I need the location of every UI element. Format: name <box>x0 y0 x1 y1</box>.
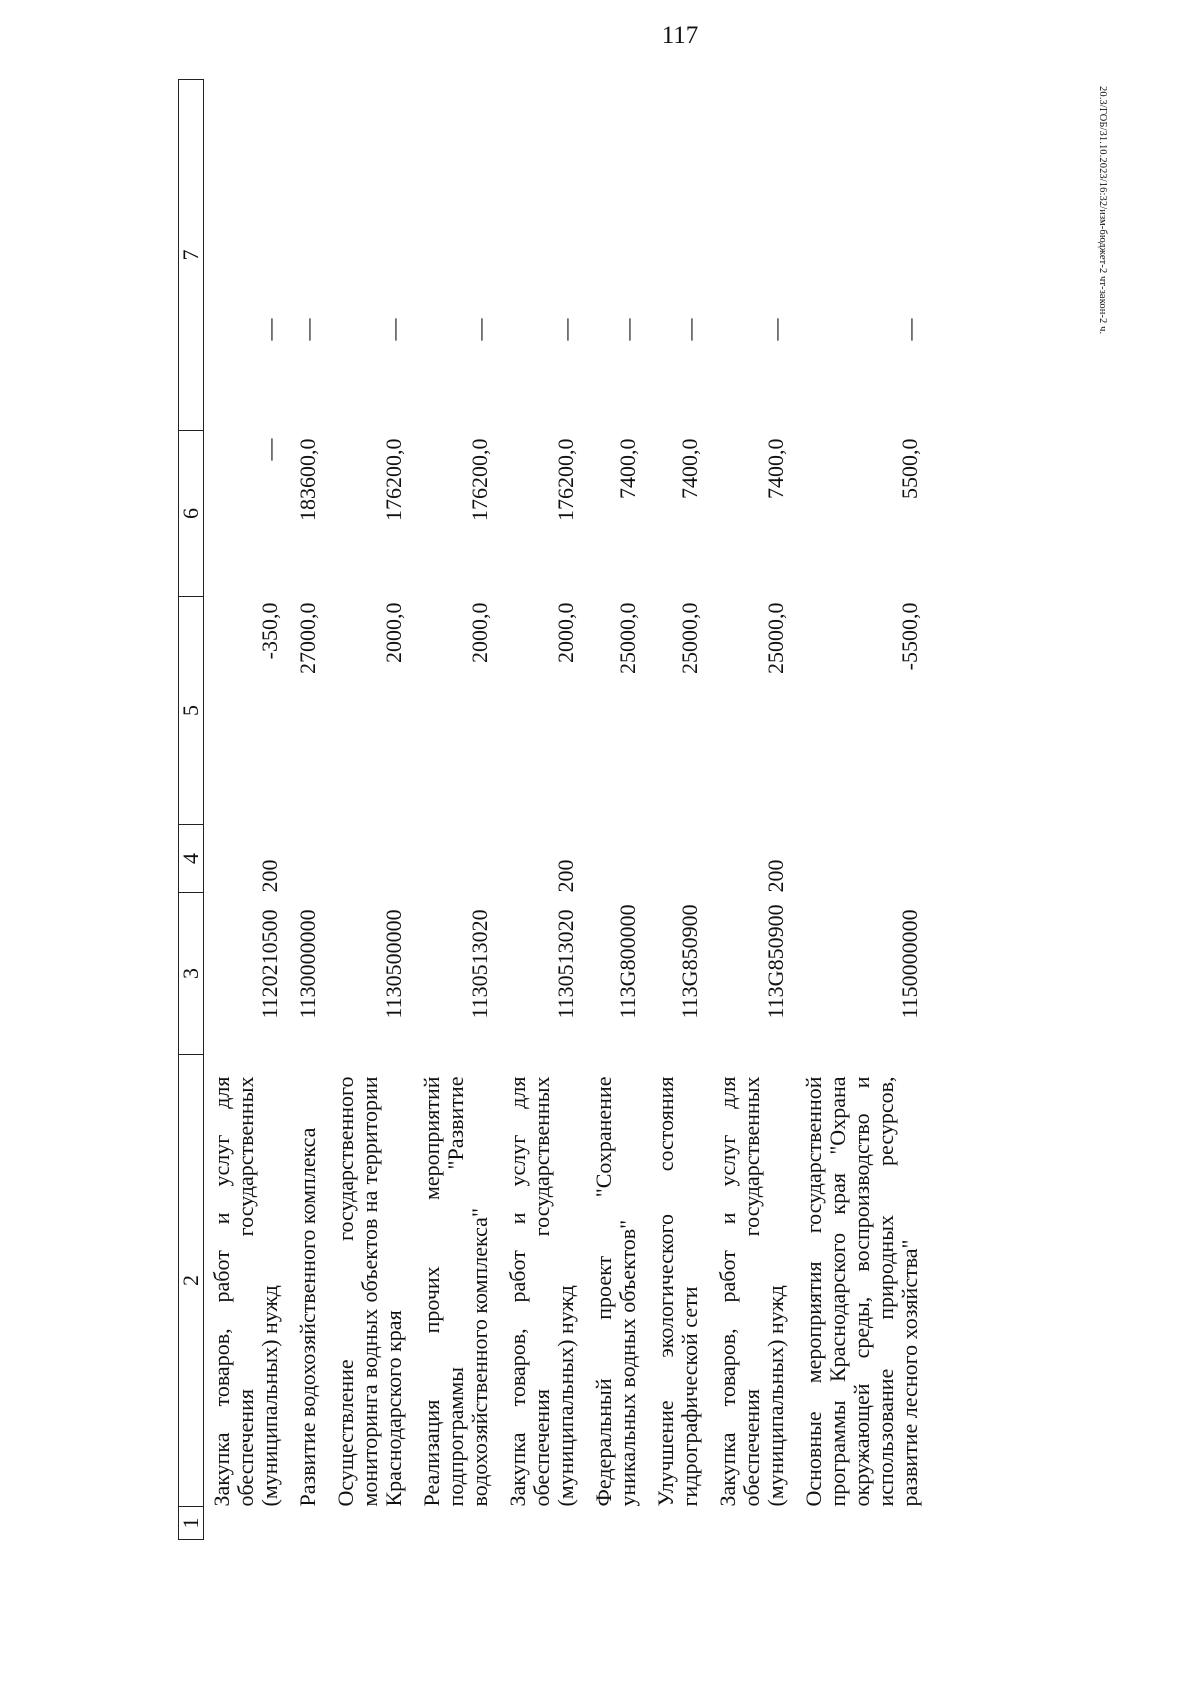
row-col-1 <box>290 1507 328 1540</box>
row-code: 1150000000 <box>897 909 922 1019</box>
row-col-1 <box>648 1507 710 1540</box>
row-code: 113G850900 <box>677 904 702 1019</box>
row-code: 1130513020 <box>553 909 578 1019</box>
row-value-5: 25000,0 <box>763 602 788 674</box>
header-col-1: 1 <box>179 1507 204 1540</box>
row-code: 113G800000 <box>615 904 640 1019</box>
header-row <box>179 80 204 1540</box>
row-name: Закупка товаров, работ и услуг для обеспечения государственных (муниципальных) нужд <box>505 1076 578 1507</box>
row-value-5: -5500,0 <box>897 602 922 671</box>
row-value-7: — <box>295 318 320 341</box>
row-code: 1120210500 <box>257 909 282 1019</box>
row-value-7: — <box>615 318 640 341</box>
row-value-6: 7400,0 <box>763 438 788 499</box>
row-code: 1130000000 <box>295 909 320 1019</box>
row-type <box>414 825 500 893</box>
row-value-7: — <box>381 318 406 341</box>
row-type <box>648 825 710 893</box>
row-type <box>586 825 648 893</box>
row-col-1 <box>710 1507 796 1540</box>
row-value-7: — <box>897 318 922 341</box>
table-row <box>290 80 328 1540</box>
row-value-5: 2000,0 <box>381 602 406 663</box>
table-row <box>796 80 930 1540</box>
row-col-1 <box>204 1507 291 1540</box>
row-col-1 <box>414 1507 500 1540</box>
row-type <box>328 825 414 893</box>
row-name: Закупка товаров, работ и услуг для обеспечения государственных (муниципальных) нужд <box>715 1076 788 1507</box>
row-col-1 <box>586 1507 648 1540</box>
row-value-5: 25000,0 <box>615 602 640 674</box>
row-value-5: 2000,0 <box>553 602 578 663</box>
row-code: 1130500000 <box>381 909 406 1019</box>
row-type: 200 <box>763 859 788 893</box>
header-col-3: 3 <box>179 893 204 1055</box>
row-value-7: — <box>257 318 282 341</box>
table-row <box>586 80 648 1540</box>
budget-table-container <box>178 80 1078 1540</box>
row-type: 200 <box>257 859 282 893</box>
table-row <box>500 80 586 1540</box>
row-value-6: 176200,0 <box>467 438 492 521</box>
table-row <box>204 80 291 1540</box>
row-value-5: 27000,0 <box>295 602 320 674</box>
page-number: 117 <box>661 22 699 49</box>
row-value-7: — <box>763 318 788 341</box>
row-value-5: -350,0 <box>257 602 282 660</box>
header-col-6: 6 <box>179 431 204 597</box>
row-value-7: — <box>467 318 492 341</box>
header-col-7: 7 <box>179 80 204 431</box>
row-value-6: — <box>257 438 282 461</box>
row-value-6: 7400,0 <box>677 438 702 499</box>
row-value-6: 176200,0 <box>553 438 578 521</box>
row-type <box>290 825 328 893</box>
row-name: Закупка товаров, работ и услуг для обеспечения государственных (муниципальных) нужд <box>209 1076 282 1507</box>
header-col-5: 5 <box>179 597 204 825</box>
row-value-7: — <box>553 318 578 341</box>
row-col-1 <box>328 1507 414 1540</box>
row-name: Улучшение экологического состояния гидрографической сети <box>653 1076 702 1507</box>
row-col-1 <box>500 1507 586 1540</box>
row-name: Осуществление государственного мониторинга водных объектов на территории Краснодарского края <box>333 1076 406 1507</box>
row-value-5: 25000,0 <box>677 602 702 674</box>
row-name: Федеральный проект "Сохранение уникальных водных объектов" <box>591 1076 640 1507</box>
header-col-2: 2 <box>179 1055 204 1507</box>
row-type <box>796 825 930 893</box>
table-row <box>648 80 710 1540</box>
header-col-4: 4 <box>179 825 204 893</box>
table-row <box>414 80 500 1540</box>
row-name: Основные мероприятия государственной программы Краснодарского края "Охрана окружающей среды, воспроизводство и использование природных ресурсов, развитие лесного хозяйства" <box>801 1076 922 1507</box>
row-code: 113G850900 <box>763 904 788 1019</box>
row-value-6: 176200,0 <box>381 438 406 521</box>
row-type: 200 <box>553 859 578 893</box>
row-value-5: 2000,0 <box>467 602 492 663</box>
row-name: Развитие водохозяйственного комплекса <box>295 1127 320 1507</box>
row-name: Реализация прочих мероприятий подпрограммы "Развитие водохозяйственного комплекса" <box>419 1076 492 1507</box>
row-value-6: 183600,0 <box>295 438 320 521</box>
row-code: 1130513020 <box>467 909 492 1019</box>
row-col-1 <box>796 1507 930 1540</box>
row-value-6: 5500,0 <box>897 438 922 499</box>
row-value-7: — <box>677 318 702 341</box>
row-value-6: 7400,0 <box>615 438 640 499</box>
table-row <box>710 80 796 1540</box>
table-row <box>328 80 414 1540</box>
budget-table <box>178 79 930 1540</box>
footer-note: 20.3/ГОБ/31.10.2023/16:32/изм-бюджет-2 чт-закон-2 ч. <box>1097 86 1108 335</box>
